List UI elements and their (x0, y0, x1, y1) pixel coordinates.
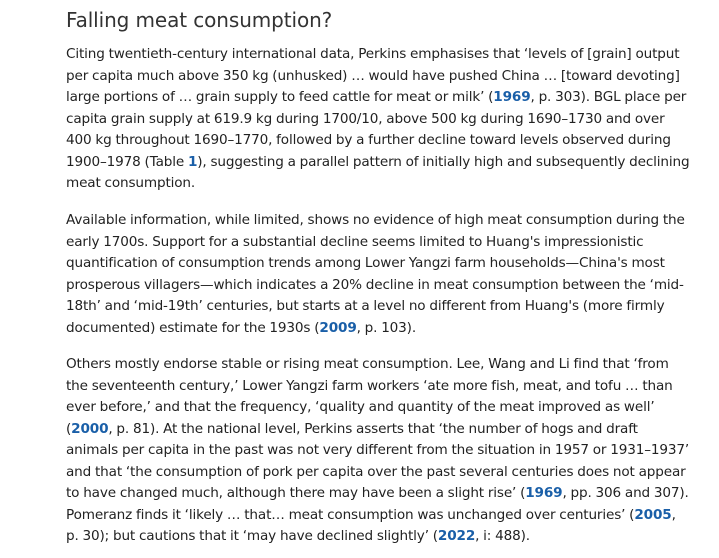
paragraph-1-text-2: , p. 303). BGL place per capita grain supply at 619.9 kg during 1700/10, above 500 kg during 1690–1730 and over 400 kg throughout 1690–1770, followed by a further decline toward levels observed during 1900–1978 (Table (66, 89, 687, 170)
section-heading: Falling meat consumption? (66, 8, 333, 32)
paragraph-3-text-3: , pp. 306 and 307). Pomeranz finds it ‘likely … that… meat consumption was unchanged over centuries’ ( (66, 485, 689, 523)
paragraph-2 (66, 210, 692, 339)
citation-link-huang-2009[interactable]: 2009 (319, 319, 357, 336)
paragraph-1-text-1: Citing twentieth-century international data, Perkins emphasises that ‘levels of [grain] output per capita much above 350 kg (unhusked) … would have pushed China … [toward devoting] large portions of … grain supply to feed cattle for meat or milk’ ( (66, 46, 680, 105)
paragraph-2-text-2: , p. 103). (356, 319, 417, 336)
citation-link-perkins-1969[interactable]: 1969 (493, 89, 531, 105)
paragraph-2-text-1: Available information, while limited, shows no evidence of high meat consumption during the early 1700s. Support for a substantial decline seems limited to Huang's impressionistic quantification of consumption trends among Lower Yangzi farm households—China's most prosperous villagers—which indicates a 20% decline in meat consumption between the ‘mid-18th’ and ‘mid-19th’ centuries, but starts at a level no different from Huang's (more firmly documented) estimate for the 1930s ( (66, 212, 685, 336)
citation-link-pomeranz-2022[interactable]: 2022 (437, 528, 476, 544)
table-1-link[interactable]: 1 (187, 153, 198, 170)
citation-link-lee-2000[interactable]: 2000 (71, 420, 109, 437)
paragraph-1-text-3: ), suggesting a parallel pattern of initially high and subsequently declining meat consumption. (66, 153, 690, 191)
article-section (66, 0, 692, 544)
citation-link-pomeranz-2005[interactable]: 2005 (634, 506, 672, 523)
paragraph-3-text-4: , p. 30); but cautions that it ‘may have declined slightly’ ( (66, 506, 676, 544)
paragraph-1 (66, 44, 692, 195)
paragraph-3 (66, 354, 692, 548)
paragraph-3-text-1: Others mostly endorse stable or rising meat consumption. Lee, Wang and Li find that ‘from the seventeenth century,’ Lower Yangzi farm workers ‘ate more fish, meat, and tofu … than ever before,’ and that the frequency, ‘quality and quantity of the meat improved as well’ ( (66, 356, 673, 437)
paragraph-3-text-5: , i: 488). (475, 528, 530, 544)
citation-link-perkins-1969-b[interactable]: 1969 (525, 485, 563, 501)
paragraph-3-text-2: , p. 81). At the national level, Perkins asserts that ‘the number of hogs and draft animals per capita in the past was not very different from the situation in 1957 or 1931–1937’ and that ‘the consumption of pork per capita over the past several centuries does not appear to have changed much, although there may have been a slight rise’ ( (66, 420, 690, 501)
